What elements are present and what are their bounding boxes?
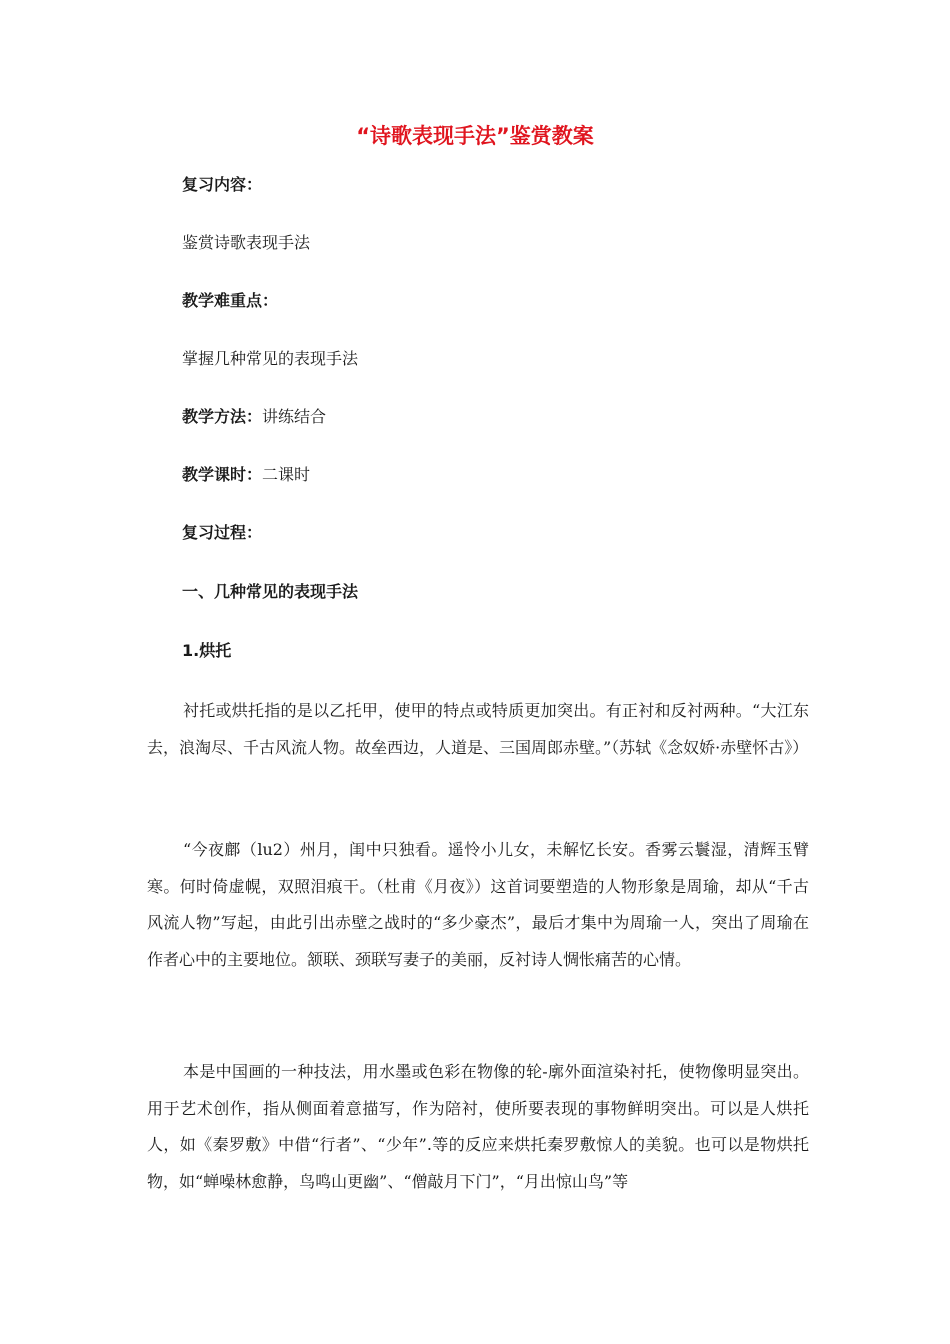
section-heading: 一、几种常见的表现手法 [182,582,359,601]
method-label: 教学方法： [182,407,263,426]
review-content-label: 复习内容： [182,175,263,194]
hours-value: 二课时 [262,465,311,484]
paragraph-2: “今夜鄜（lu2）州月，闺中只独看。遥怜小儿女，未解忆长安。香雾云鬟湿，清辉玉臂寒。何时倚虚幌，双照泪痕干。（杜甫《月夜》）这首词要塑造的人物形象是周瑜，却从“千古风流人物”写起，由此引出赤壁之战时的“多少豪杰”，最后才集中为周瑜一人，突出了周瑜在作者心中的主要地位。颔联、颈联写妻子的美丽，反衬诗人惆怅痛苦的心情。 [147,840,809,969]
difficulty-label: 教学难重点： [182,291,279,310]
method-value: 讲练结合 [262,407,327,426]
paragraph-3: 本是中国画的一种技法，用水墨或色彩在物像的轮-廓外面渲染衬托，使物像明显突出。用于艺术创作，指从侧面着意描写，作为陪衬，使所要表现的事物鲜明突出。可以是人烘托人，如《秦罗敷》中借“行者”、“少年”.等的反应来烘托秦罗敷惊人的美貌。也可以是物烘托物，如“蝉噪林愈静，鸟鸣山更幽”、“僧敲月下门”，“月出惊山鸟”等 [147,1062,809,1191]
review-content-value: 鉴赏诗歌表现手法 [182,233,311,252]
method-row [182,405,326,429]
document-title: “诗歌表现手法”鉴赏教案 [356,124,594,148]
hours-row [182,463,310,487]
subsection-heading: 1.烘托 [182,641,232,660]
process-label: 复习过程： [182,523,263,542]
paragraph-1: 衬托或烘托指的是以乙托甲，使甲的特点或特质更加突出。有正衬和反衬两种。“大江东去，浪淘尽、千古风流人物。故垒西边，人道是、三国周郎赤壁。”（苏轼《念奴娇·赤壁怀古》） [147,701,809,757]
difficulty-value: 掌握几种常见的表现手法 [182,349,359,368]
hours-label: 教学课时： [182,465,263,484]
